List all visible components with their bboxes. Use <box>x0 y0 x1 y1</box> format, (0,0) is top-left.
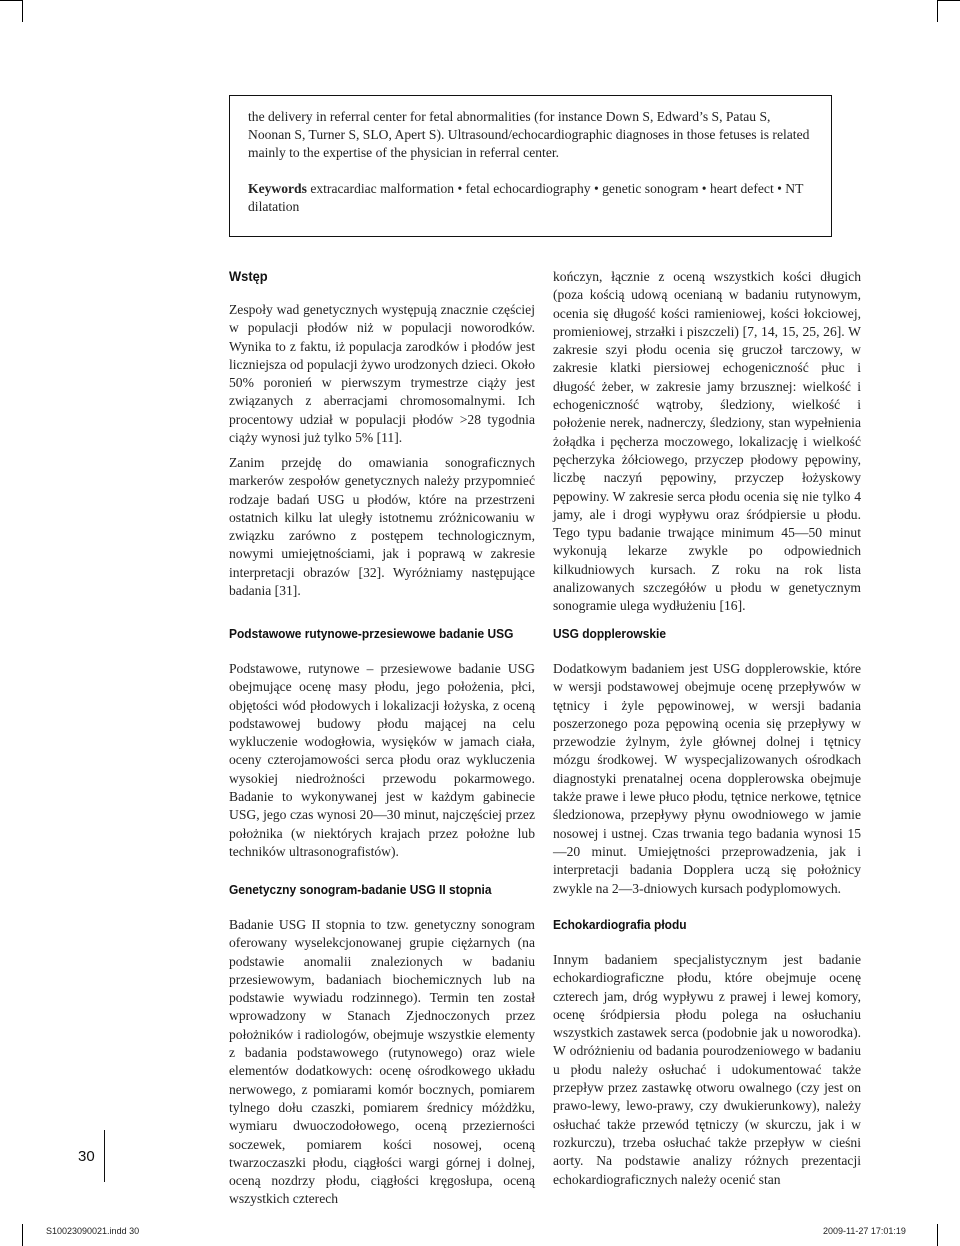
keywords-label: Keywords <box>248 181 307 196</box>
footer-file: S10023090021.indd 30 <box>46 1226 140 1236</box>
crop-mark <box>937 1224 938 1246</box>
podstawowe-paragraph <box>229 660 535 861</box>
paragraph: Zanim przejdę do omawiania sonograficznych markerów zespołów genetycznych należy przypomnieć rodzaje badań USG u płodów, które na przestrzeni ostatnich kilku lat uległy istotnemu zróżnicowaniu w związku zarówno z postępem technologicznym, nowymi umiejętnościami, jak i poprawą w zakresie interpretacji obrazów [32]. Wyróżniamy następujące badania [31]. <box>229 455 535 599</box>
keywords <box>248 180 813 216</box>
section-heading-echo: Echokardiografia płodu <box>553 917 687 932</box>
abstract-continuation: the delivery in referral center for fetal abnormalities (for instance Down S, Edward’s S, Patau S, Noonan S, Turner S, SLO, Apert S). Ultrasound/echocardiographic diagnoses in those fetuses is related mainly to the expertise of the physician in referral center. <box>248 109 810 160</box>
footer-datetime: 2009-11-27 17:01:19 <box>823 1226 906 1236</box>
wstep-paragraph-1 <box>229 301 535 447</box>
paragraph: kończyn, łącznie z oceną wszystkich kości długich (poza kością udową ocenianą w badaniu rutynowym, ocenia się długość kości ramieniowej, kości łokciowej, promieniowej, strzałki i piszczeli) [7, 14, 15, 25, 26]. W zakresie szyi płodu ocenia się gruczoł tarczowy, w zakresie klatki piersiowej echogeniczność płuc i długość żeber, w zakresie jamy brzusznej: wielkość i echogeniczność wątroby, śledziony, wielkość i położenie nerek, nadnerczy, śledziony, stan wypełnienia żołądka i pęcherza moczowego, lokalizację i wielkość pęcherzyka żółciowego, przyczep płodowy pępowiny, liczbę naczyń pępowiny, przyczep łożyskowy pępowiny. W zakresie serca płodu ocenia się nie tylko 4 jamy, ale i drogi wypływu oraz śródpiersie u płodu. Tego typu badanie trwające minimum 45—50 minut wykonują lekarze zwykle po odpowiednich kilkudniowych kursach. Z roku na rok lista analizowanych szczegółów u płodu w genetycznym sonogramie ulega wydłużeniu [16]. <box>553 269 861 614</box>
paragraph: Badanie USG II stopnia to tzw. genetyczny sonogram oferowany wyselekcjonowanej grupie ciężarnych (na podstawie anomalii znalezionych w badaniu przesiewowym, badaniach biochemicznych lub na podstawie wywiadu rodzinnego). Termin ten został wprowadzony w Stanach Zjednoczonych przez położników i radiologów, obejmuje wszystkie elementy z badania podstawowego (rutynowego) oraz wiele elementów dodatkowych: ocenę ośrodkowego układu nerwowego, z pomiarami komór bocznych, pomiarem tylnego dołu czaszki, pomiarem średnicy móżdżku, wymiaru dwuoczodołowego, oceną przezierności soczewek, pomiarem kości nosowej, oceną twarzoczaszki płodu, ciągłości wargi górnej i dolnej, oceną nozdrzy płodu, ciągłości kręgosłupa, oceną wszystkich czterech <box>229 917 535 1207</box>
paragraph: Podstawowe, rutynowe – przesiewowe badanie USG obejmujące ocenę masy płodu, jego położenia, płci, objętości wód płodowych i lokalizacji łożyska, z oceną podstawowej budowy płodu mającej na celu wykluczenie wodogłowia, wysięków w jamach ciała, oceny czterojamowości serca płodu oraz wykluczenia wysokiej niedrożności przewodu pokarmowego. Badanie to wykonywanej jest w każdym gabinecie USG, jego czas wynosi 20—30 minut, najczęściej przez położnika (w niektórych krajach przez położne lub techników ultrasonografistów). <box>229 661 535 859</box>
section-heading-podstawowe: Podstawowe rutynowe-przesiewowe badanie USG <box>229 626 514 641</box>
paragraph: Innym badaniem specjalistycznym jest badanie echokardiograficzne płodu, które obejmuje ocenę czterech jam, dróg wypływu z prawej i lewej komory, ocenę śródpiersia płodu polega na osłuchaniu wszystkich zastawek serca (podobnie jak u noworodka). W odróżnieniu od badania pourodzeniowego w badaniu u płodu należy osłuchać i udokumentować także przepływ przez zastawkę otworu owalnego (czy jest on prawo-lewy, lewo-prawy, czy dwukierunkowy), należy osłuchać także przewód tętniczy (w skurczu, jak i w rozkurczu), trzeba osłuchać także przepływ w cieśni aorty. Na podstawie analizy różnych prezentacji echokardiograficznych należy ocenić stan <box>553 952 861 1187</box>
paragraph: Zespoły wad genetycznych występują znacznie częściej w populacji płodów niż w populacji noworodków. Wynika to z faktu, iż populacja zarodków i płodów jest liczniejsza od populacji żywo urodzonych dzieci. Około 50% poronień w pierwszym trymestrze ciąży jest związanych z aberracjami chromosomalnymi. Ich procentowy udział w populacji płodów >28 tygodnia ciąży wynosi już tylko 5% [11]. <box>229 302 535 446</box>
page-number-rule <box>104 1130 105 1182</box>
crop-mark <box>937 0 938 22</box>
right-top-paragraph <box>553 268 861 616</box>
crop-mark <box>0 0 22 1</box>
echo-paragraph <box>553 951 861 1189</box>
crop-mark <box>22 0 23 22</box>
section-heading-genetyczny: Genetyczny sonogram-badanie USG II stopnia <box>229 882 492 897</box>
section-heading-doppler: USG dopplerowskie <box>553 626 666 641</box>
keywords-text: extracardiac malformation • fetal echocardiography • genetic sonogram • heart defect • NT dilatation <box>248 181 804 214</box>
page-number: 30 <box>78 1148 95 1165</box>
paragraph: Dodatkowym badaniem jest USG dopplerowskie, które w wersji podstawowej obejmuje ocenę przepływów w tętnicy i żyle pępowinowej, w wersji badania poszerzonego poza pępowiną ocenia się przepływy w przewodzie żylnym, żyle głównej dolnej i tętnicy mózgu środkowej. W wyspecjalizowanych ośrodkach diagnostyki prenatalnej ocena dopplerowska obejmuje także prawe i lewe płuco płodu, tętnice nerkowe, tętnice śledzionowa, przepływy płynu owodniowego w jamie nosowej i ustnej. Czas trwania tego badania wynosi 15—20 minut. Umiejętności przeprowadzenia, jak i interpretacji badania Dopplera uczą się położnicy zwykle na 2—3-dniowych kursach podyplomowych. <box>553 661 861 896</box>
genetyczny-paragraph <box>229 916 535 1209</box>
doppler-paragraph <box>553 660 861 898</box>
crop-mark <box>938 0 960 1</box>
section-heading-wstep: Wstęp <box>229 268 268 284</box>
abstract-box <box>229 95 832 237</box>
wstep-paragraph-2 <box>229 454 535 600</box>
crop-mark <box>22 1224 23 1246</box>
